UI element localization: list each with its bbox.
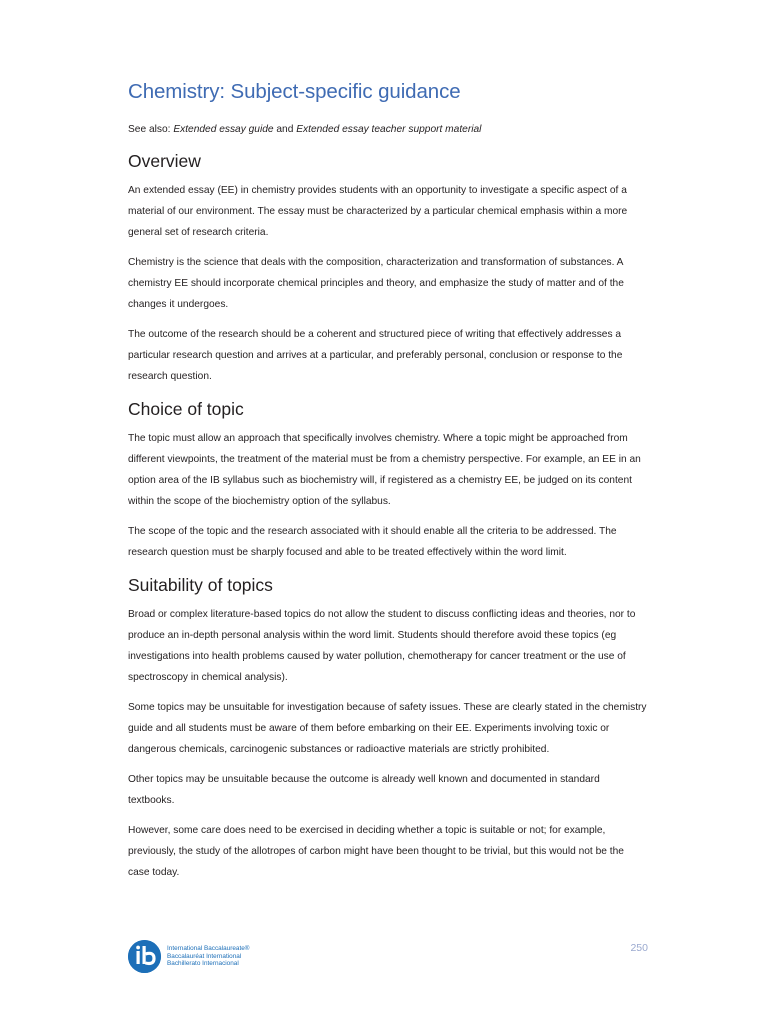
ib-logo-icon — [128, 940, 161, 973]
document-page — [128, 78, 648, 892]
paragraph: Chemistry is the science that deals with the composition, characterization and transformation of substances. A chemistry EE should incorporate chemical principles and theory, and emphasize the study of matter and of the changes it undergoes. — [128, 257, 624, 310]
paragraph: The outcome of the research should be a coherent and structured piece of writing that effectively addresses a particular research question and arrives at a particular, and preferably personal, conclusion or response to the research question. — [128, 329, 623, 382]
ib-logo-text — [167, 945, 250, 968]
section-overview — [128, 148, 648, 387]
logo-line: Bachillerato Internacional — [167, 960, 239, 968]
page-number: 250 — [630, 942, 648, 954]
section-suitability-of-topics — [128, 572, 648, 883]
see-also-connector: and — [273, 124, 297, 135]
paragraph: Other topics may be unsuitable because the outcome is already well known and documented in standard textbooks. — [128, 774, 600, 806]
ib-logo — [128, 940, 250, 973]
section-heading-suitability-of-topics: Suitability of topics — [128, 575, 273, 595]
see-also-prefix: See also: — [128, 124, 174, 135]
logo-line: International Baccalaureate® — [167, 945, 250, 953]
see-also-line — [128, 122, 648, 138]
paragraph: The scope of the topic and the research associated with it should enable all the criteria to be addressed. The research question must be sharply focused and able to be treated effectively within the word limit. — [128, 526, 617, 558]
paragraph: An extended essay (EE) in chemistry provides students with an opportunity to investigate a specific aspect of a material of our environment. The essay must be characterized by a particular chemical emphasis within a more general set of research criteria. — [128, 185, 628, 238]
teacher-support-material-ref: Extended essay teacher support material — [296, 124, 482, 135]
paragraph: Some topics may be unsuitable for investigation because of safety issues. These are clearly stated in the chemistry guide and all students must be aware of them before embarking on their EE. Experiments involving toxic or dangerous chemicals, carcinogenic substances or radioactive materials are strictly prohibited. — [128, 702, 647, 755]
page-footer — [128, 940, 648, 980]
extended-essay-guide-ref: Extended essay guide — [173, 124, 274, 135]
paragraph: However, some care does need to be exercised in deciding whether a topic is suitable or not; for example, previously, the study of the allotropes of carbon might have been thought to be trivial, but this would not be the case today. — [128, 825, 624, 878]
paragraph: The topic must allow an approach that specifically involves chemistry. Where a topic might be approached from different viewpoints, the treatment of the material must be from a chemistry perspective. For example, an EE in an option area of the IB syllabus such as biochemistry will, if registered as a chemistry EE, be judged on its content within the scope of the biochemistry option of the syllabus. — [128, 433, 641, 507]
paragraph: Broad or complex literature-based topics do not allow the student to discuss conflicting ideas and theories, nor to produce an in-depth personal analysis within the word limit. Students should therefore avoid these topics (eg investigations into health problems caused by water pollution, chemotherapy for cancer treatment or the use of spectroscopy in chemical analysis). — [128, 609, 636, 683]
page-title: Chemistry: Subject-specific guidance — [128, 80, 461, 103]
section-heading-overview: Overview — [128, 151, 201, 171]
logo-line: Baccalauréat International — [167, 952, 242, 960]
section-choice-of-topic — [128, 396, 648, 563]
section-heading-choice-of-topic: Choice of topic — [128, 399, 244, 419]
